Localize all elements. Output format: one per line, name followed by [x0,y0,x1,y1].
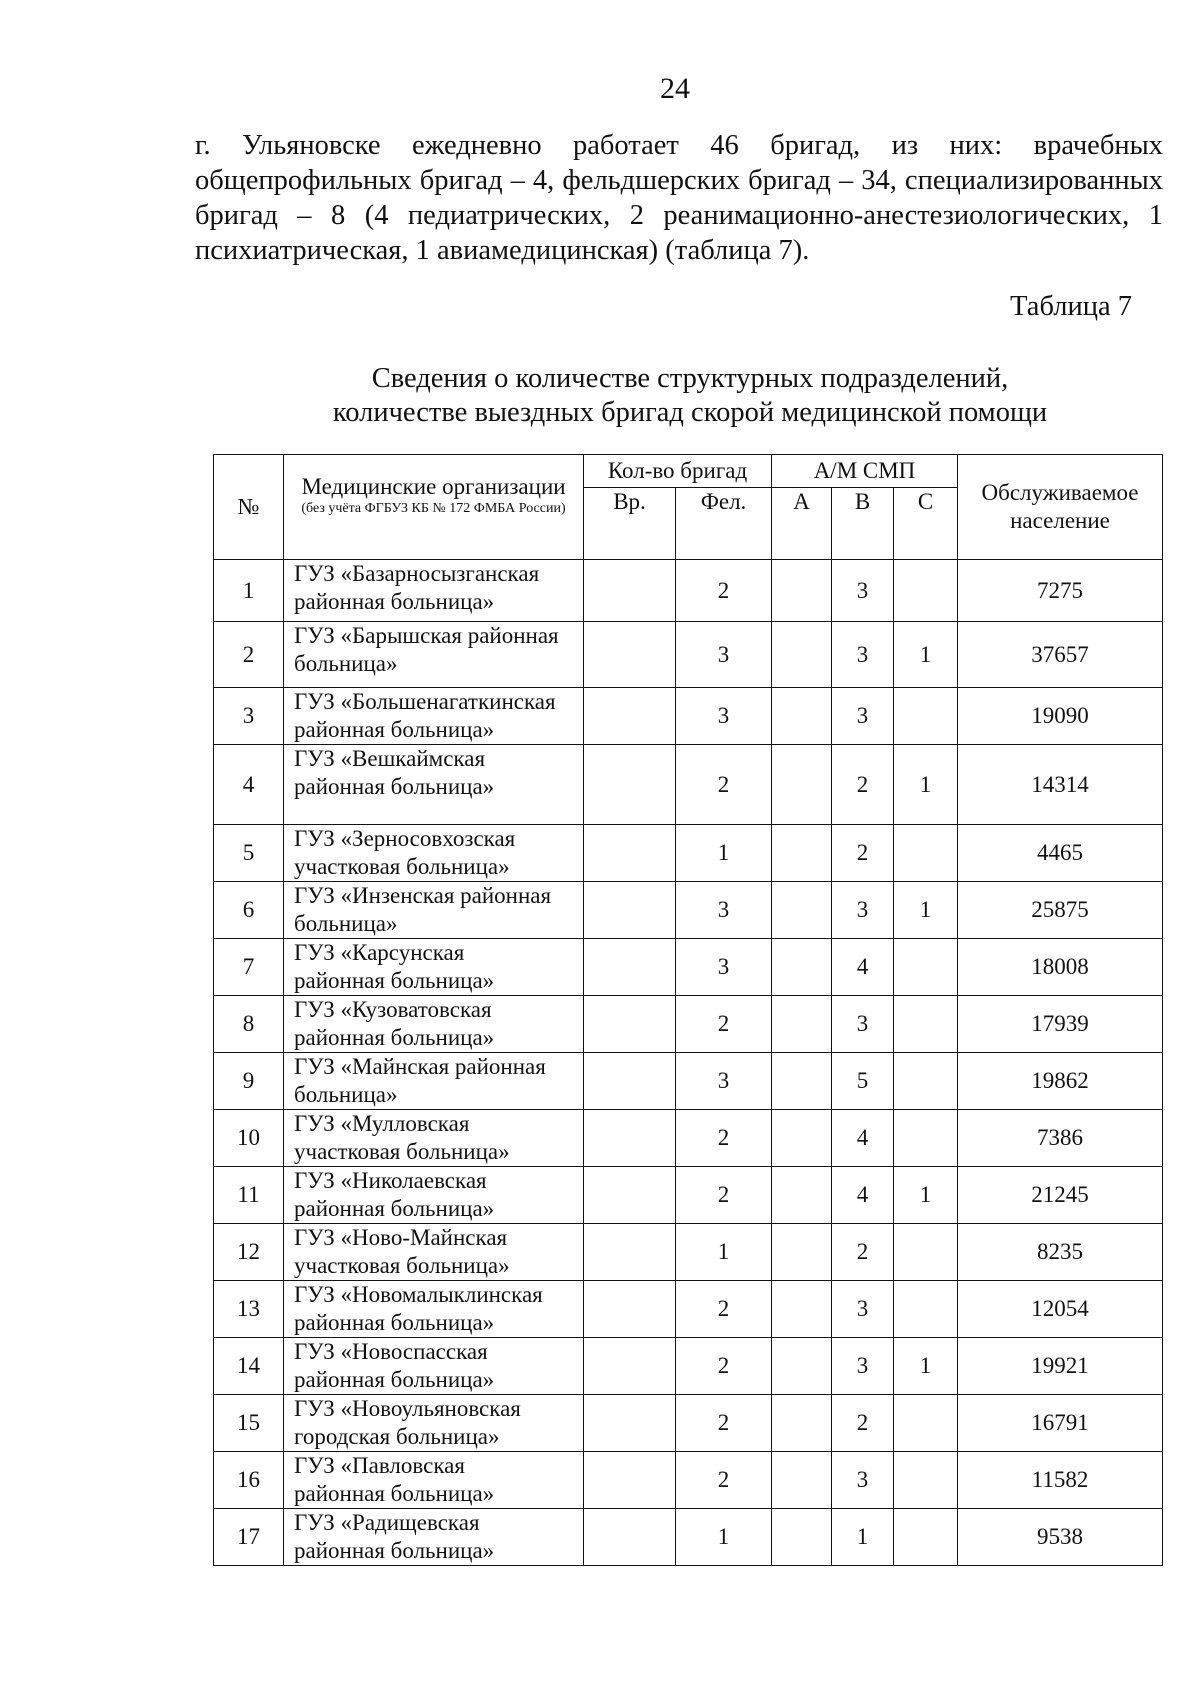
organization-line-1: ГУЗ «Базарносызганская [294,561,540,586]
organization-line-1: ГУЗ «Кузоватовская [294,997,492,1022]
row-fel: 2 [676,1167,772,1224]
organization-line-2: больница» [294,911,398,936]
row-organization [284,1395,584,1452]
row-population: 17939 [958,996,1163,1053]
row-a [772,996,832,1053]
organization-line-1: ГУЗ «Зерносовхозская [294,826,516,851]
row-c: 1 [894,882,958,939]
row-a [772,1224,832,1281]
row-number: 14 [214,1338,284,1395]
row-c: 1 [894,622,958,688]
row-fel: 1 [676,1224,772,1281]
table-row [214,1452,1163,1509]
row-a [772,1053,832,1110]
row-organization [284,996,584,1053]
row-b: 4 [832,1167,894,1224]
row-fel: 2 [676,1395,772,1452]
row-population: 12054 [958,1281,1163,1338]
organization-line-2: районная больница» [294,589,495,614]
row-c [894,1509,958,1566]
row-vr [584,560,676,622]
organization-line-1: ГУЗ «Мулловская [294,1111,470,1136]
row-vr [584,1338,676,1395]
table-title-line-1: Сведения о количестве структурных подразделений, [371,363,1009,394]
table-title [300,362,1080,430]
row-organization [284,560,584,622]
row-number: 16 [214,1452,284,1509]
organization-line-1: ГУЗ «Радищевская [294,1510,480,1535]
organization-line-1: ГУЗ «Новомалыклинская [294,1282,543,1307]
row-number: 13 [214,1281,284,1338]
row-a [772,560,832,622]
row-vr [584,1224,676,1281]
table-row [214,688,1163,745]
header-org-note: (без учёта ФГБУЗ КБ № 172 ФМБА России) [301,501,566,516]
row-a [772,688,832,745]
row-c [894,939,958,996]
row-population: 21245 [958,1167,1163,1224]
row-organization [284,1224,584,1281]
row-a [772,622,832,688]
table-row [214,996,1163,1053]
row-b: 3 [832,996,894,1053]
row-c [894,996,958,1053]
header-num: № [214,455,284,560]
row-fel: 3 [676,688,772,745]
table-row [214,939,1163,996]
organization-line-1: ГУЗ «Николаевская [294,1168,487,1193]
intro-paragraph [195,128,1163,268]
row-b: 3 [832,1281,894,1338]
header-b: В [832,488,894,560]
table-row [214,1509,1163,1566]
row-number: 3 [214,688,284,745]
header-c: С [894,488,958,560]
row-number: 12 [214,1224,284,1281]
row-b: 3 [832,688,894,745]
row-organization [284,882,584,939]
row-number: 8 [214,996,284,1053]
header-am-smp: А/М СМП [772,455,958,488]
row-fel: 3 [676,939,772,996]
row-c [894,1395,958,1452]
header-population: Обслуживаемое население [958,455,1163,560]
row-c [894,825,958,882]
row-fel: 2 [676,1338,772,1395]
row-organization [284,745,584,825]
row-vr [584,688,676,745]
row-fel: 2 [676,1281,772,1338]
row-vr [584,622,676,688]
organization-line-2: районная больница» [294,1025,495,1050]
row-vr [584,1167,676,1224]
row-c [894,1281,958,1338]
row-c: 1 [894,1167,958,1224]
row-organization [284,1167,584,1224]
row-organization [284,1338,584,1395]
organization-line-2: районная больница» [294,717,495,742]
row-organization [284,1110,584,1167]
table-row [214,1395,1163,1452]
row-organization [284,688,584,745]
row-number: 2 [214,622,284,688]
row-b: 5 [832,1053,894,1110]
row-population: 4465 [958,825,1163,882]
row-b: 2 [832,745,894,825]
row-population: 18008 [958,939,1163,996]
row-b: 3 [832,882,894,939]
table-row [214,1281,1163,1338]
row-a [772,1452,832,1509]
row-vr [584,1053,676,1110]
row-b: 1 [832,1509,894,1566]
row-a [772,825,832,882]
table-row [214,745,1163,825]
row-b: 4 [832,1110,894,1167]
brigades-table [213,454,1163,1566]
row-population: 25875 [958,882,1163,939]
row-fel: 1 [676,1509,772,1566]
row-b: 3 [832,1338,894,1395]
table-row [214,1338,1163,1395]
table-label: Таблица 7 [1010,291,1132,322]
organization-line-1: ГУЗ «Барышская районная [294,623,559,648]
row-organization [284,1509,584,1566]
organization-line-2: районная больница» [294,1310,495,1335]
table-row [214,825,1163,882]
table-body [214,560,1163,1566]
row-vr [584,825,676,882]
row-vr [584,939,676,996]
organization-line-2: участковая больница» [294,1253,510,1278]
intro-text: г. Ульяновске ежедневно работает 46 бригад, из них: врачебных общепрофильных бригад – 4, фельдшерских бригад – 34, специализированных бригад – 8 (4 педиатрических, 2 реанимационно-анестезиологических, 1 психиатрическая, 1 авиамедицинская) (таблица 7). [195,130,1163,266]
row-population: 7386 [958,1110,1163,1167]
row-population: 14314 [958,745,1163,825]
row-a [772,939,832,996]
row-fel: 2 [676,1452,772,1509]
row-c [894,1452,958,1509]
row-a [772,1509,832,1566]
row-b: 2 [832,825,894,882]
row-a [772,1338,832,1395]
organization-line-2: районная больница» [294,774,495,799]
row-a [772,745,832,825]
row-fel: 2 [676,996,772,1053]
row-a [772,882,832,939]
row-vr [584,1395,676,1452]
table-row [214,1224,1163,1281]
row-population: 19921 [958,1338,1163,1395]
row-fel: 2 [676,745,772,825]
row-b: 3 [832,1452,894,1509]
organization-line-2: районная больница» [294,1538,495,1563]
row-vr [584,745,676,825]
row-population: 37657 [958,622,1163,688]
row-number: 10 [214,1110,284,1167]
row-c [894,688,958,745]
organization-line-1: ГУЗ «Новоспасская [294,1339,488,1364]
row-population: 7275 [958,560,1163,622]
header-fel: Фел. [676,488,772,560]
row-population: 19090 [958,688,1163,745]
row-number: 15 [214,1395,284,1452]
organization-line-2: больница» [294,1082,398,1107]
row-vr [584,1452,676,1509]
row-b: 4 [832,939,894,996]
header-brigades: Кол-во бригад [584,455,772,488]
row-vr [584,996,676,1053]
organization-line-1: ГУЗ «Новоульяновская [294,1396,521,1421]
row-number: 1 [214,560,284,622]
row-organization [284,825,584,882]
row-fel: 1 [676,825,772,882]
row-population: 19862 [958,1053,1163,1110]
organization-line-1: ГУЗ «Майнская районная [294,1054,546,1079]
row-population: 16791 [958,1395,1163,1452]
organization-line-2: районная больница» [294,1367,495,1392]
organization-line-2: районная больница» [294,968,495,993]
row-fel: 3 [676,622,772,688]
header-a: А [772,488,832,560]
organization-line-1: ГУЗ «Большенагаткинская [294,689,556,714]
row-c [894,560,958,622]
organization-line-1: ГУЗ «Карсунская [294,940,465,965]
row-number: 7 [214,939,284,996]
table-row [214,882,1163,939]
row-a [772,1281,832,1338]
row-c: 1 [894,1338,958,1395]
row-fel: 3 [676,1053,772,1110]
row-number: 5 [214,825,284,882]
row-vr [584,1110,676,1167]
header-org-label: Медицинские организации [301,474,566,499]
organization-line-2: районная больница» [294,1481,495,1506]
organization-line-2: участковая больница» [294,854,510,879]
table-row [214,1167,1163,1224]
organization-line-1: ГУЗ «Инзенская районная [294,883,552,908]
table-row [214,560,1163,622]
row-organization [284,1053,584,1110]
row-population: 11582 [958,1452,1163,1509]
row-population: 9538 [958,1509,1163,1566]
row-vr [584,882,676,939]
organization-line-1: ГУЗ «Вешкаймская [294,746,486,771]
row-fel: 3 [676,882,772,939]
row-c [894,1053,958,1110]
row-a [772,1110,832,1167]
row-population: 8235 [958,1224,1163,1281]
row-c [894,1224,958,1281]
row-organization [284,1452,584,1509]
row-b: 2 [832,1395,894,1452]
header-vr: Вр. [584,488,676,560]
row-b: 2 [832,1224,894,1281]
page-number: 24 [660,72,690,105]
organization-line-2: участковая больница» [294,1139,510,1164]
row-vr [584,1281,676,1338]
row-vr [584,1509,676,1566]
row-a [772,1167,832,1224]
row-fel: 2 [676,560,772,622]
row-number: 17 [214,1509,284,1566]
row-number: 9 [214,1053,284,1110]
row-number: 11 [214,1167,284,1224]
row-number: 4 [214,745,284,825]
table-row [214,622,1163,688]
row-fel: 2 [676,1110,772,1167]
row-organization [284,939,584,996]
organization-line-2: районная больница» [294,1196,495,1221]
row-c [894,1110,958,1167]
organization-line-1: ГУЗ «Павловская [294,1453,465,1478]
row-organization [284,622,584,688]
table-title-line-2: количестве выездных бригад скорой медицинской помощи [332,397,1048,428]
row-a [772,1395,832,1452]
row-b: 3 [832,560,894,622]
row-b: 3 [832,622,894,688]
header-org [284,455,584,560]
table-row [214,1110,1163,1167]
table-row [214,1053,1163,1110]
organization-line-1: ГУЗ «Ново-Майнская [294,1225,508,1250]
row-c: 1 [894,745,958,825]
organization-line-2: городская больница» [294,1424,500,1449]
row-organization [284,1281,584,1338]
row-number: 6 [214,882,284,939]
organization-line-2: больница» [294,651,398,676]
